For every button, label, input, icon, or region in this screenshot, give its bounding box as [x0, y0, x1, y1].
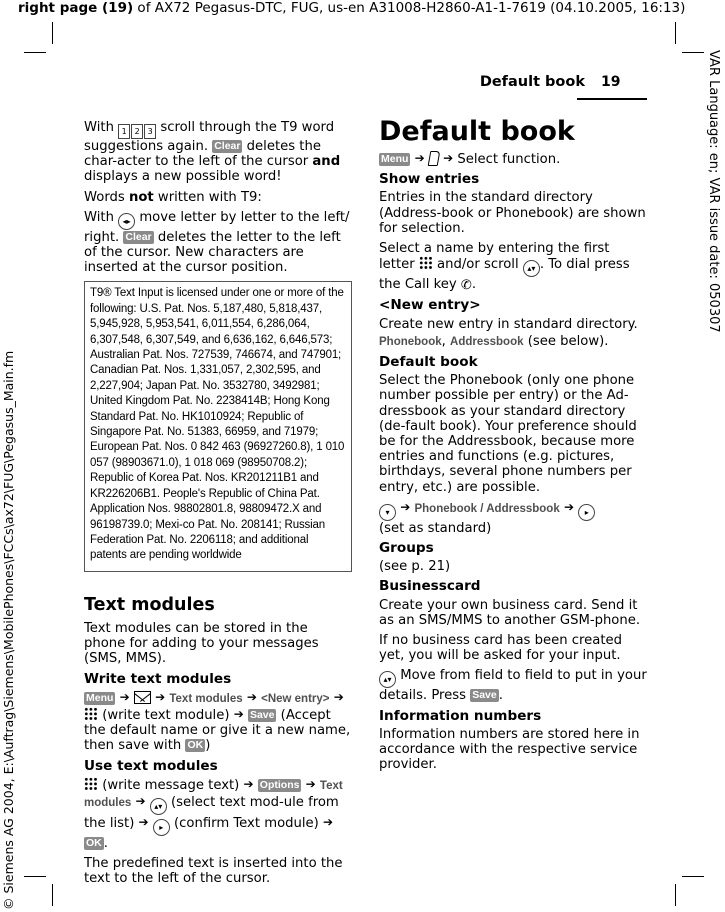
- arrow-icon: ➔: [322, 814, 334, 829]
- instruction: [379, 151, 647, 167]
- subheading: <New entry>: [379, 297, 481, 314]
- keypad-icon: [84, 707, 98, 721]
- paragraph: (see p. 21): [379, 559, 451, 575]
- text: (see below).: [523, 333, 609, 349]
- header-doc-info: of AX72 Pegasus-DTC, FUG, us-en A31008-H2860-A1-1-7619 (04.10.2005, 16:13): [133, 0, 686, 16]
- text: Move from field to field to put in your details. Press: [379, 668, 647, 704]
- section-title: Text modules: [84, 594, 215, 615]
- patent-note-box: T9® Text Input is licensed under one or more of the following: U.S. Pat. Nos. 5,187,480, 5,818,437, 5,945,928, 5,953,541, 6,011,554, 6,286,064, 6,307,548, 6,307,549, and 6,636,162, 6,646,573; Australian Pat. Nos. 727539, 746674, and 747901; Canadian Pat. Nos. 1,331,057, 2,302,595, and 2,227,904; Japan Pat. No. 3532780, 3492981; United Kingdom Pat. No. 2238414B; Hong Kong Standard Pat. No. HK1010924; Republic of Singapore Pat. No. 51383, 66959, and 71979; European Pat. Nos. 0 842 463 (96927260.8), 1 010 057 (98903671.0), 1 018 069 (98950708.2); Republic of Korea Pat. Nos. KR201211B1 and KR226206B1. People's Republic of China Pat. Application Nos. 98802801.8, 98809472.X and 96198739.0; Mexi-co Pat. No. 208141; Russian Federation Pat. No. 2206118; and additional patents are pending worldwide: [84, 281, 352, 571]
- text: (set as standard): [379, 520, 492, 536]
- text: . To dial press the Call key: [379, 257, 630, 293]
- keypad-icon: [84, 777, 98, 791]
- text: (select text mod-ule from the list): [84, 794, 339, 831]
- text: ,: [441, 333, 451, 349]
- clear-key: Clear: [125, 230, 152, 243]
- text: ): [205, 738, 211, 754]
- arrow-icon: ➔: [305, 776, 316, 791]
- ok-key: OK: [86, 836, 102, 849]
- print-header: [18, 0, 685, 16]
- text: (confirm Text module): [169, 815, 323, 831]
- paragraph: Information numbers are stored here in accordance with the respective service provider.: [379, 726, 640, 773]
- text: Words: [84, 189, 129, 205]
- envelope-icon: [134, 691, 151, 704]
- text: (write text module): [98, 707, 230, 723]
- paragraph: [379, 317, 647, 332]
- menu-item: <New entry>: [261, 692, 330, 705]
- text: deletes the char-acter to the left of the cursor: [84, 139, 321, 170]
- crop-mark: [52, 884, 53, 906]
- up-down-key-icon: ▴▾: [150, 798, 167, 815]
- emphasis: and: [312, 154, 341, 170]
- crop-mark: [682, 876, 704, 877]
- paragraph: Create your own business card. Send it as an SMS/MMS to another GSM-phone.: [379, 597, 641, 628]
- ok-key: OK: [187, 739, 204, 752]
- arrow-icon: ➔: [443, 151, 454, 165]
- header-rule: [577, 98, 647, 100]
- right-column: [379, 117, 647, 778]
- text: .: [471, 277, 477, 293]
- arrow-icon: ➔: [563, 499, 574, 514]
- text: and/or scroll: [432, 257, 523, 273]
- header-page-ref: right page (19): [18, 0, 134, 16]
- menu-item: Addressbook: [450, 335, 524, 348]
- up-down-key-icon: ▴▾: [523, 260, 540, 277]
- text: (Accept the default name or give it a new name, then save with: [84, 707, 351, 754]
- text: .: [498, 688, 503, 704]
- text: .: [103, 835, 108, 851]
- emphasis: not: [128, 189, 154, 205]
- running-title: Default book: [479, 74, 585, 90]
- text: (write message text): [98, 777, 244, 793]
- page-number: 19: [601, 74, 621, 90]
- t9-keys-icon: 1 2 3: [118, 124, 156, 139]
- arrow-icon: ➔: [243, 776, 254, 791]
- text: scroll through the T9 word suggestions again.: [84, 120, 335, 154]
- text: deletes the letter to the left of the cursor. New characters are inserted at the cursor position.: [84, 229, 341, 276]
- paragraph: [379, 241, 647, 293]
- arrow-icon: ➔: [119, 689, 130, 704]
- arrow-icon: ➔: [246, 689, 257, 704]
- subheading: Show entries: [379, 171, 480, 188]
- subheading: Default book: [379, 354, 478, 371]
- subheading: Use text modules: [84, 757, 218, 774]
- paragraph: If no business card has been created yet, you will be asked for your input.: [379, 633, 622, 664]
- side-language-text: VAR Language: en; VAR issue date: 050307: [706, 50, 721, 333]
- paragraph: [84, 190, 352, 205]
- save-key: Save: [249, 708, 275, 721]
- crop-mark: [24, 52, 46, 53]
- left-right-key-icon: ◂▸: [118, 213, 135, 230]
- crop-mark: [675, 22, 676, 44]
- paragraph: [379, 334, 647, 350]
- side-language-info: [707, 50, 723, 350]
- paragraph: Entries in the standard directory (Address-book or Phonebook) are shown for selection.: [379, 190, 646, 236]
- crop-mark: [24, 876, 46, 877]
- menu-item: Phonebook / Addressbook: [414, 502, 560, 515]
- instruction: [379, 500, 647, 536]
- menu-item: Phonebook: [379, 335, 442, 348]
- keypad-icon: [419, 256, 433, 270]
- subheading: Information numbers: [379, 707, 542, 724]
- phonebook-icon: [428, 151, 441, 166]
- instruction: [84, 690, 352, 754]
- arrow-icon: ➔: [138, 814, 149, 829]
- up-down-key-icon: ▴▾: [379, 671, 396, 688]
- subheading: Write text modules: [84, 670, 232, 687]
- text: With: [84, 209, 119, 225]
- right-key-icon: ▸: [578, 504, 595, 521]
- left-column: [84, 120, 352, 892]
- paragraph: Text modules can be stored in the phone for adding to your messages (SMS, MMS).: [84, 620, 319, 667]
- instruction: [84, 777, 352, 851]
- text: move letter by letter to the left/ right.: [84, 209, 350, 245]
- crop-mark: [682, 52, 704, 53]
- options-key: Options: [259, 778, 300, 791]
- menu-key: Menu: [86, 691, 114, 704]
- text: Select a name by entering the first letter: [379, 241, 610, 273]
- paragraph: [84, 210, 352, 276]
- paragraph: [379, 668, 647, 703]
- crop-mark: [675, 884, 676, 906]
- right-key-icon: ▸: [153, 819, 170, 836]
- clear-key: Clear: [214, 140, 241, 152]
- subheading: Groups: [379, 540, 434, 557]
- save-key: Save: [472, 689, 497, 702]
- arrow-icon: ➔: [155, 689, 166, 704]
- side-file-path: [2, 350, 18, 910]
- menu-item: Text modules: [84, 779, 343, 809]
- arrow-icon: ➔: [414, 151, 425, 165]
- call-key-icon: ✆: [460, 278, 472, 294]
- paragraph: The predefined text is inserted into the text to the left of the cursor.: [84, 856, 343, 887]
- text: With: [84, 120, 119, 135]
- subheading: Businesscard: [379, 578, 481, 595]
- paragraph: Select the Phonebook (only one phone number possible per entry) or the Ad-dressbook as your standard directory (de-fault book). Your preference should be for the Addressbook, because more entries and functions (e.g. pictures, birthdays, several phone numbers per entry, etc.) are possible.: [379, 373, 637, 495]
- text: displays a new possible word!: [84, 169, 282, 185]
- arrow-icon: ➔: [233, 706, 244, 721]
- arrow-icon: ➔: [400, 499, 411, 514]
- down-key-icon: ▾: [379, 504, 396, 521]
- text: written with T9:: [153, 189, 262, 205]
- menu-key: Menu: [381, 153, 409, 165]
- arrow-icon: ➔: [333, 689, 344, 704]
- menu-item: Text modules: [169, 692, 243, 705]
- text: Create new entry in standard directory.: [379, 316, 638, 332]
- arrow-icon: ➔: [135, 793, 146, 808]
- chapter-title: Default book: [379, 116, 575, 147]
- side-file-path-text: © Siemens AG 2004, E:\Auftrag\Siemens\MobilePhones\FCCs\ax72\FUG\Pegasus_Main.fm: [1, 350, 16, 910]
- paragraph: [84, 120, 352, 185]
- text: Select function.: [453, 152, 561, 167]
- crop-mark: [52, 22, 53, 44]
